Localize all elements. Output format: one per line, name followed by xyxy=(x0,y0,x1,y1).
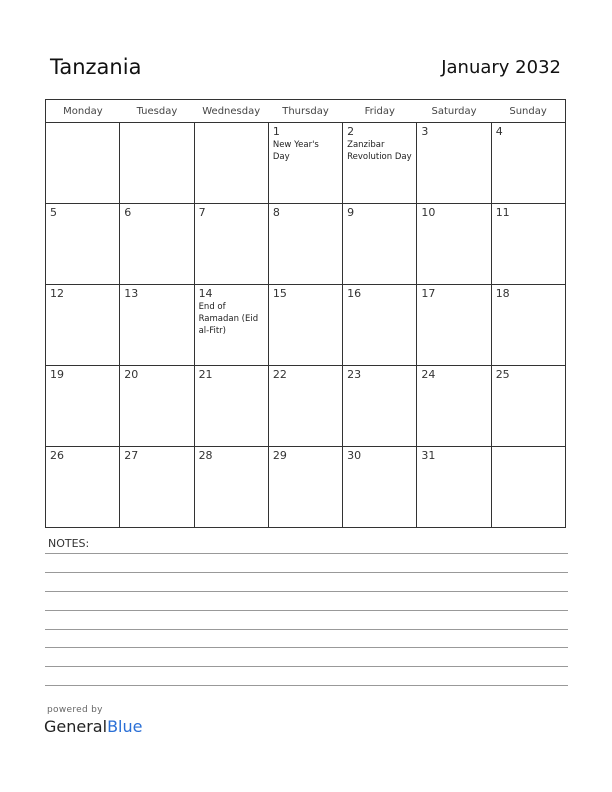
calendar-day-cell xyxy=(194,204,268,285)
day-number: 29 xyxy=(272,449,287,462)
weekday-header: Thursday xyxy=(268,100,342,123)
brand-blue: Blue xyxy=(107,717,143,736)
calendar-day-cell xyxy=(343,366,417,447)
day-number: 17 xyxy=(421,287,436,300)
note-line xyxy=(45,591,568,592)
calendar-day-cell xyxy=(120,285,194,366)
weekday-header: Wednesday xyxy=(194,100,268,123)
day-number: 8 xyxy=(272,206,280,219)
day-number: 6 xyxy=(124,206,132,219)
calendar-day-cell xyxy=(268,447,342,528)
weekday-header: Tuesday xyxy=(120,100,194,123)
note-line xyxy=(45,572,568,573)
notes-label: NOTES: xyxy=(48,537,90,550)
calendar-day-cell xyxy=(46,447,120,528)
holiday-label: Zanzibar Revolution Day xyxy=(347,140,412,162)
calendar-week-row xyxy=(46,366,566,447)
calendar-day-cell xyxy=(268,204,342,285)
day-number: 12 xyxy=(50,287,64,300)
calendar-day-cell xyxy=(491,204,565,285)
calendar-day-cell xyxy=(417,204,491,285)
day-number: 24 xyxy=(421,368,436,381)
calendar-day-cell xyxy=(417,285,491,366)
day-number: 11 xyxy=(495,206,510,219)
calendar-day-cell xyxy=(343,123,417,204)
day-number: 23 xyxy=(347,368,362,381)
calendar-day-cell xyxy=(46,123,120,204)
day-number: 5 xyxy=(50,206,57,219)
calendar-day-cell xyxy=(120,123,194,204)
calendar-day-cell xyxy=(268,285,342,366)
day-number: 13 xyxy=(124,287,139,300)
calendar-grid xyxy=(45,99,566,528)
day-number: 3 xyxy=(421,125,429,138)
note-line xyxy=(45,629,568,630)
calendar-day-cell xyxy=(417,447,491,528)
calendar-month-title: January 2032 xyxy=(441,57,561,78)
day-number: 26 xyxy=(50,449,64,462)
calendar-day-cell xyxy=(268,366,342,447)
calendar-week-row xyxy=(46,123,566,204)
calendar-day-cell xyxy=(343,285,417,366)
generalblue-logo xyxy=(44,717,142,736)
calendar-day-cell xyxy=(46,366,120,447)
day-number: 21 xyxy=(198,368,213,381)
calendar-week-row xyxy=(46,447,566,528)
calendar-day-cell xyxy=(343,447,417,528)
brand-general: General xyxy=(44,717,108,736)
day-number: 16 xyxy=(347,287,362,300)
day-number: 9 xyxy=(347,206,355,219)
calendar-day-cell xyxy=(120,447,194,528)
day-number: 15 xyxy=(272,287,287,300)
day-number: 20 xyxy=(124,368,139,381)
calendar-day-cell xyxy=(491,366,565,447)
calendar-week-row xyxy=(46,204,566,285)
day-number: 22 xyxy=(272,368,287,381)
calendar-day-cell xyxy=(417,123,491,204)
weekday-header-row xyxy=(46,100,566,123)
calendar-day-cell xyxy=(268,123,342,204)
calendar-country-title: Tanzania xyxy=(50,55,142,79)
note-line xyxy=(45,666,568,667)
weekday-header: Monday xyxy=(46,100,120,123)
calendar-day-cell xyxy=(491,447,565,528)
note-line xyxy=(45,610,568,611)
day-number: 31 xyxy=(421,449,436,462)
day-number: 30 xyxy=(347,449,362,462)
calendar-day-cell xyxy=(491,123,565,204)
weekday-header: Friday xyxy=(343,100,417,123)
note-line xyxy=(45,647,568,648)
day-number: 1 xyxy=(272,125,280,138)
day-number: 28 xyxy=(198,449,213,462)
calendar-week-row xyxy=(46,285,566,366)
calendar-day-cell xyxy=(194,366,268,447)
note-line xyxy=(45,553,568,554)
calendar-day-cell xyxy=(343,204,417,285)
calendar-day-cell xyxy=(46,285,120,366)
day-number: 7 xyxy=(198,206,206,219)
calendar-day-cell xyxy=(417,366,491,447)
holiday-label: New Year's Day xyxy=(272,140,319,162)
calendar-day-cell xyxy=(194,447,268,528)
day-number: 10 xyxy=(421,206,436,219)
calendar-day-cell xyxy=(46,204,120,285)
calendar-day-cell xyxy=(120,366,194,447)
weekday-header: Sunday xyxy=(491,100,565,123)
weekday-header: Saturday xyxy=(417,100,491,123)
day-number: 27 xyxy=(124,449,139,462)
day-number: 4 xyxy=(495,125,503,138)
day-number: 14 xyxy=(198,287,213,300)
calendar-day-cell xyxy=(194,285,268,366)
day-number: 25 xyxy=(495,368,510,381)
calendar-day-cell xyxy=(194,123,268,204)
holiday-label: End of Ramadan (Eid al-Fitr) xyxy=(198,302,259,336)
day-number: 18 xyxy=(495,287,510,300)
day-number: 19 xyxy=(50,368,64,381)
day-number: 2 xyxy=(347,125,355,138)
calendar-day-cell xyxy=(491,285,565,366)
powered-by-text: powered by xyxy=(47,705,103,715)
note-line xyxy=(45,685,568,686)
calendar-day-cell xyxy=(120,204,194,285)
